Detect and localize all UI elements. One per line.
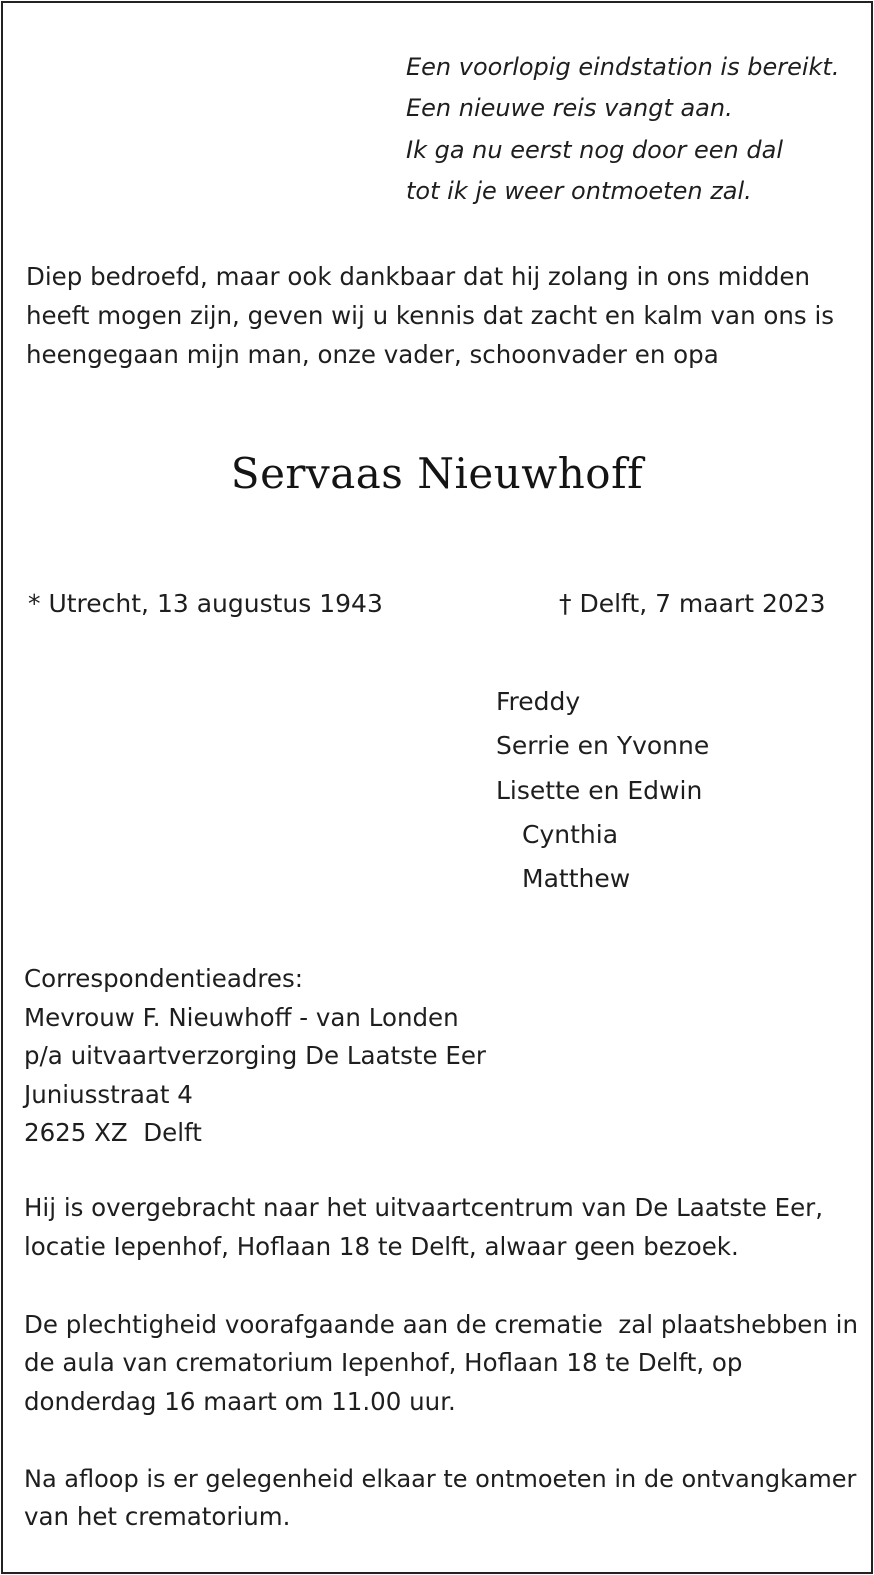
birth-info: * Utrecht, 13 augustus 1943 (28, 589, 383, 618)
intro-line: Diep bedroefd, maar ook dankbaar dat hij zolang in ons midden (26, 262, 811, 291)
grandchild: Matthew (522, 864, 631, 893)
intro-line: heeft mogen zijn, geven wij u kennis dat zacht en kalm van ons is (26, 301, 835, 330)
family-member: Freddy (496, 687, 581, 716)
paragraph-line: van het crematorium. (24, 1502, 291, 1531)
grandchild: Cynthia (522, 820, 619, 849)
paragraph-line: Hij is overgebracht naar het uitvaartcentrum van De Laatste Eer, (24, 1193, 824, 1222)
poem-line: tot ik je weer ontmoeten zal. (406, 177, 752, 205)
poem-line: Een voorlopig eindstation is bereikt. (406, 53, 840, 81)
family-member: Serrie en Yvonne (496, 731, 710, 760)
family-member: Lisette en Edwin (496, 776, 703, 805)
address-line: Juniusstraat 4 (24, 1080, 193, 1109)
paragraph-line: Na afloop is er gelegenheid elkaar te ontmoeten in de ontvangkamer (24, 1465, 857, 1493)
address-line: p/a uitvaartverzorging De Laatste Eer (24, 1041, 486, 1070)
address-line: Mevrouw F. Nieuwhoff - van Londen (24, 1003, 459, 1032)
address-line: Correspondentieadres: (24, 964, 304, 993)
paragraph-line: donderdag 16 maart om 11.00 uur. (24, 1387, 456, 1416)
poem-line: Een nieuwe reis vangt aan. (406, 94, 733, 122)
paragraph-line: locatie Iepenhof, Hoflaan 18 te Delft, alwaar geen bezoek. (24, 1232, 739, 1261)
paragraph-line: De plechtigheid voorafgaande aan de crematie zal plaatshebben in (24, 1310, 859, 1339)
intro-line: heengegaan mijn man, onze vader, schoonvader en opa (26, 340, 719, 369)
obituary-card (1, 1, 873, 1574)
address-line: 2625 XZ Delft (24, 1118, 202, 1147)
paragraph-line: de aula van crematorium Iepenhof, Hoflaan 18 te Delft, op (24, 1348, 743, 1377)
deceased-name: Servaas Nieuwhoff (230, 449, 644, 498)
poem-line: Ik ga nu eerst nog door een dal (406, 136, 784, 164)
death-info: † Delft, 7 maart 2023 (559, 589, 826, 618)
